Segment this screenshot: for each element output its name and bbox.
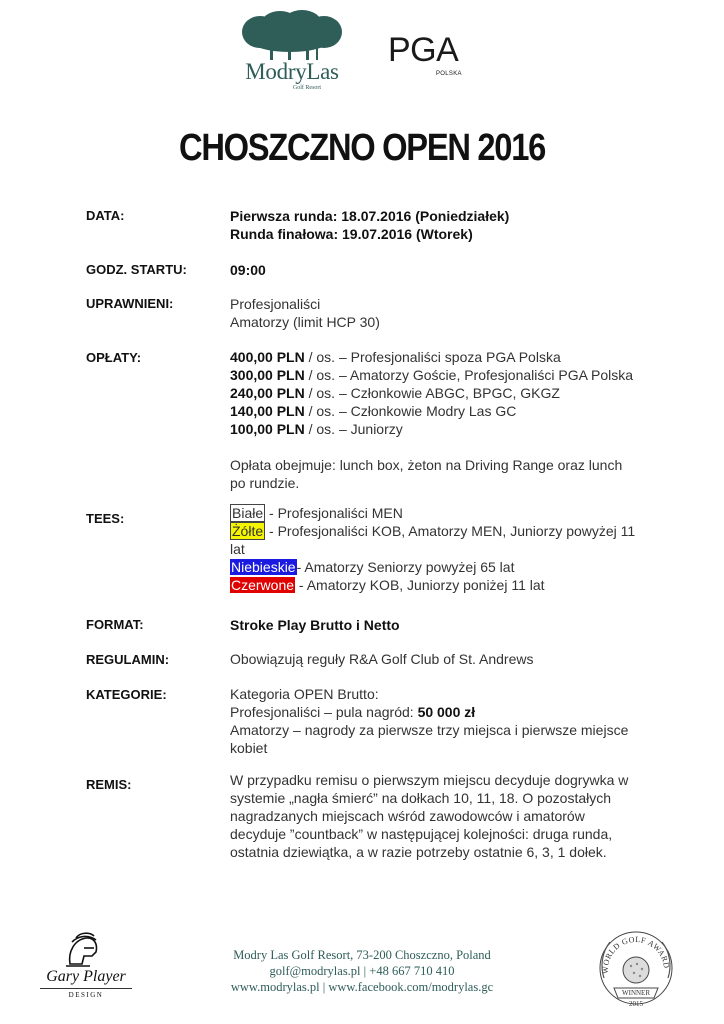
tie-text-line: W przypadku remisu o pierwszym miejscu decyduje dogrywka w [230,772,629,788]
footer-address: Modry Las Golf Resort, 73-200 Choszczno, Poland [233,948,491,962]
start-time: 09:00 [230,262,266,278]
fee-note-cont: po rundzie. [230,475,300,491]
categories-label: KATEGORIE: [86,687,167,702]
resort-subtitle: Golf Resort [292,85,322,91]
award-badge-icon [594,926,678,1010]
designer-divider [40,988,132,989]
footer-websites[interactable]: www.modrylas.pl | www.facebook.com/modrylas.gc [230,980,494,994]
fee-item: 240,00 PLN / os. – Członkowie ABGC, BPGC, GKGZ [230,385,560,401]
resort-name: ModryLas [245,59,339,84]
modry-las-logo [236,10,348,92]
tie-text-line: nagradzanych miejscach wśród zawodowców i amatorów [230,808,585,824]
tie-text-line: decyduje ”countback” w następującej kolejności: druga runda, [230,826,613,842]
fee-item: 140,00 PLN / os. – Członkowie Modry Las GC [230,403,517,419]
award-year: 2015 [629,1000,643,1008]
tie-text-line: systemie „nagła śmierć” na dołkach 10, 11, 18. O pozostałych [230,790,612,806]
tee-white-badge: Białe [232,505,264,521]
tees-value [230,504,662,594]
category-open: Kategoria OPEN Brutto: [230,686,379,702]
eligibility-amateurs: Amatorzy (limit HCP 30) [230,314,380,330]
format-label: FORMAT: [86,617,144,632]
fee-note: Opłata obejmuje: lunch box, żeton na Driving Range oraz lunch [230,457,623,473]
first-round-date: Pierwsza runda: 18.07.2016 (Poniedziałek) [230,208,510,224]
rules-text: Obowiązują reguły R&A Golf Club of St. Andrews [230,651,534,667]
final-round-date: Runda finałowa: 19.07.2016 (Wtorek) [230,226,473,242]
category-pros: Profesjonaliści – pula nagród: 50 000 zł [230,704,476,720]
format-text: Stroke Play Brutto i Netto [230,617,400,633]
tie-label: REMIS: [86,777,132,792]
tee-yellow-row: Żółte - Profesjonaliści KOB, Amatorzy MEN, Juniorzy powyżej 11 [232,523,636,539]
designer-name: Gary Player [46,968,126,985]
eligibility-pros: Profesjonaliści [230,296,321,312]
tee-yellow-row-cont: lat [230,541,245,557]
start-time-label: GODZ. STARTU: [86,262,187,277]
fee-item: 100,00 PLN / os. – Juniorzy [230,421,403,437]
designer-sub: DESIGN [68,991,104,999]
tee-yellow-badge: Żółte [232,523,264,539]
category-amateurs: Amatorzy – nagrody za pierwsze trzy miejsca i pierwsze miejsce [230,722,629,738]
tee-blue-row: Niebieskie- Amatorzy Seniorzy powyżej 65 lat [231,559,515,575]
tie-text-line: ostatnia dziewiątka, a w razie potrzeby ostatnie 6, 3, 1 dołek. [230,844,607,860]
gary-player-logo [34,930,138,1004]
category-amateurs-cont: kobiet [230,740,268,756]
fees-label: OPŁATY: [86,350,142,365]
pga-polska-logo [388,32,478,82]
date-value [230,207,662,243]
trees-icon [240,10,344,62]
categories-value [230,685,662,757]
eligibility-label: UPRAWNIENI: [86,296,174,311]
world-golf-awards-badge [594,926,678,1010]
pga-name: PGA [388,31,459,69]
eligibility-value [230,295,662,331]
format-value [230,616,662,634]
tees-label: TEES: [86,511,125,526]
rules-value [230,650,662,668]
fees-value [230,348,662,492]
tie-value [230,771,662,861]
footer-email-phone[interactable]: golf@modrylas.pl | +48 667 710 410 [269,964,455,978]
tee-white-row: Białe - Profesjonaliści MEN [232,505,403,521]
tee-blue-badge: Niebieskie [231,559,296,575]
award-title: WORLD GOLF AWARD [600,934,672,974]
start-time-value [230,261,662,279]
rules-label: REGULAMIN: [86,652,170,667]
footer-contact [190,947,534,995]
date-label: DATA: [86,208,125,223]
helmet-icon [62,930,104,970]
fee-item: 400,00 PLN / os. – Profesjonaliści spoza PGA Polska [230,349,561,365]
page-title: CHOSZCZNO OPEN 2016 [179,127,545,169]
award-winner: WINNER [622,989,650,997]
fee-item: 300,00 PLN / os. – Amatorzy Goście, Profesjonaliści PGA Polska [230,367,634,383]
tee-red-badge: Czerwone [231,577,295,593]
pga-subtitle: POLSKA [436,71,462,77]
tee-red-row: Czerwone - Amatorzy KOB, Juniorzy poniżej 11 lat [231,577,545,593]
